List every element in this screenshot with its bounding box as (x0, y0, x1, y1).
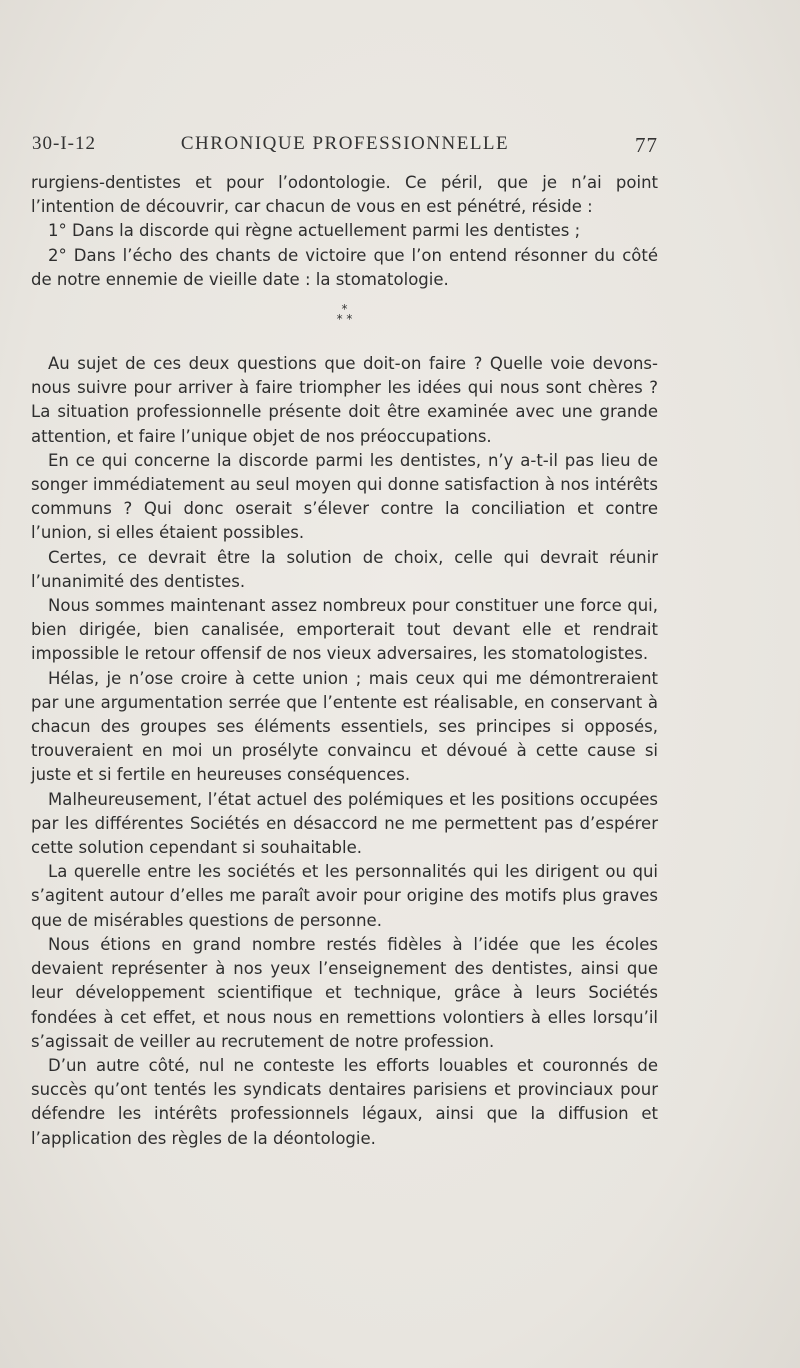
running-header (32, 133, 658, 157)
paragraph: Nous sommes maintenant assez nombreux pour constituer une force qui, bien dirigée, bien canalisée, emporterait tout devant elle et rendrait impossible le retour offensif de nos vieux adversaires, les stomatologistes. (31, 596, 658, 664)
list-item-1: 1° Dans la discorde qui règne actuellement parmi les dentistes ; (48, 221, 581, 241)
section-separator (31, 292, 658, 352)
header-date: 30-I-12 (32, 133, 96, 154)
page-body (31, 171, 658, 1151)
paragraph: Certes, ce devrait être la solution de choix, celle qui devrait réunir l’unanimité des dentistes. (31, 547, 658, 591)
paragraph: La querelle entre les sociétés et les personnalités qui les dirigent ou qui s’agitent autour d’elles me paraît avoir pour origine des motifs plus graves que de misérables questions de personne. (31, 862, 658, 930)
separator-star-top: * (341, 302, 348, 317)
header-title: CHRONIQUE PROFESSIONNELLE (180, 133, 510, 154)
paragraph: rurgiens-dentistes et pour l’odontologie. Ce péril, que je n’ai point l’intention de découvrir, car chacun de vous en est pénétré, réside : (31, 173, 658, 217)
separator-stars-bottom: * * (336, 312, 353, 327)
paragraph: En ce qui concerne la discorde parmi les dentistes, n’y a-t-il pas lieu de songer immédiatement au seul moyen qui donne satisfaction à nos intérêts communs ? Qui donc oserait s’élever contre la conciliation et contre l’union, si elles étaient possibles. (31, 450, 658, 543)
paragraph: Hélas, je n’ose croire à cette union ; mais ceux qui me démontreraient par une argumentation serrée que l’entente est réalisable, en conservant à chacun des groupes ses éléments essentiels, ses principes si opposés, trouveraient en moi un prosélyte convaincu et dévoué à cette cause si juste et si fertile en heureuses conséquences. (31, 668, 658, 785)
list-item-2: 2° Dans l’écho des chants de victoire que l’on entend résonner du côté de notre ennemie de vieille date : la stomatologie. (31, 245, 658, 289)
paragraph: D’un autre côté, nul ne conteste les efforts louables et couronnés de succès qu’ont tentés les syndicats dentaires parisiens et provinciaux pour défendre les intérêts professionnels légaux, ainsi que la diffusion et l’application des règles de la déontologie. (31, 1055, 658, 1148)
paragraph: Au sujet de ces deux questions que doit-on faire ? Quelle voie devons-nous suivre pour arriver à faire triompher les idées qui nous sont chères ? La situation professionnelle présente doit être examinée avec une grande attention, et faire l’unique objet de nos préoccupations. (31, 354, 658, 446)
paragraph: Malheureusement, l’état actuel des polémiques et les positions occupées par les différentes Sociétés en désaccord ne me permettent pas d’espérer cette solution cependant si souhaitable. (31, 789, 658, 858)
page-number: 77 (635, 133, 658, 157)
paragraph: Nous étions en grand nombre restés fidèles à l’idée que les écoles devaient représenter à nos yeux l’enseignement des dentistes, ainsi que leur développement scientifique et technique, grâce à leurs Sociétés fondées à cet effet, et nous nous en remettions volontiers à elles lorsqu’il s’agissait de veiller au recrutement de notre profession. (31, 934, 658, 1051)
